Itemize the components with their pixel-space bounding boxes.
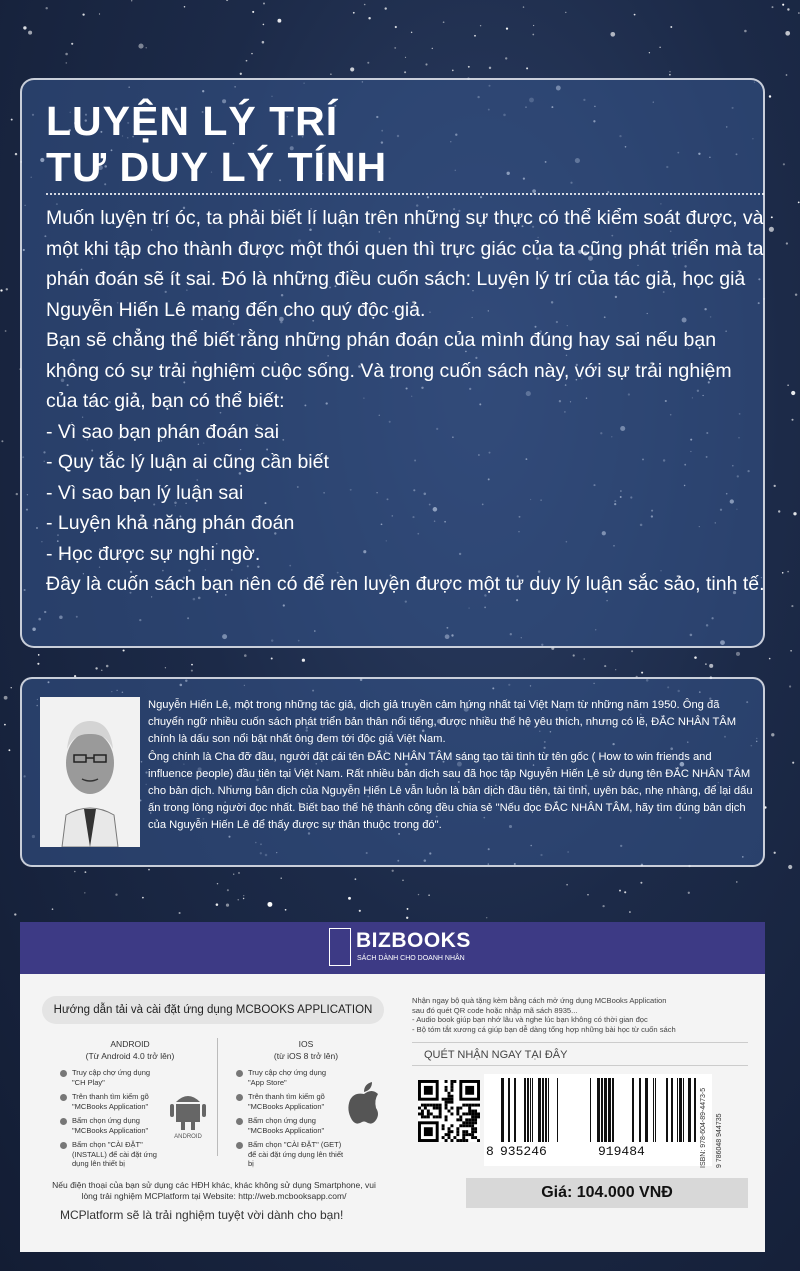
apple-icon	[344, 1080, 384, 1128]
android-step: Trên thanh tìm kiếm gõ "MCBooks Application"	[72, 1092, 149, 1111]
promo-text: Nhận ngay bộ quà tặng kèm bằng cách mở ứng dụng MCBooks Application sau đó quét QR code hoặc nhập mã sách 8935... - Audio book giúp bạn nhớ lâu và nghe lúc bạn không có thời gian đọc - Bộ tóm tắt xương cá giúp bạn dễ dàng tổng hợp những bài học từ cuốn sách	[412, 996, 676, 1034]
author-bio-paragraph: Nguyễn Hiến Lê, một trong những tác giả, dịch giả truyền cảm hứng nhất tại Việt Nam từ những năm 1950. Ông đã chuyển ngữ nhiều cuốn sách phát triển bản thân nổi tiếng, được nhiều thế hệ yêu thích, nhưng có lẽ, ĐẮC NHÂN TÂM chính là dấu son nổi bật nhất ông đem tới độc giả Việt Nam.	[148, 699, 737, 746]
barcode	[484, 1074, 712, 1144]
title-line-2: TƯ DUY LÝ TÍNH	[46, 144, 388, 190]
price-label: Giá: 104.000 VNĐ	[466, 1178, 748, 1208]
barcode-digits-right: 919484	[598, 1144, 645, 1159]
step-number-icon	[236, 1118, 243, 1125]
description-paragraph: Muốn luyện trí óc, ta phải biết lí luận trên những sự thực có thể kiểm soát được, và một khi tập cho thành được một thói quen thì trực giác của ta cũng phát triển mà ta phán đoán sẽ ít sai. Đó là những điều cuốn sách: Luyện lý trí của tác giả, học giả Nguyễn Hiến Lê mang đến cho quý độc giả.	[46, 207, 764, 321]
step-number-icon	[60, 1094, 67, 1101]
android-title: ANDROID (Từ Android 4.0 trở lên)	[85, 1039, 175, 1061]
barcode-digits-left: 935246	[500, 1144, 547, 1159]
bullet-item: - Vì sao bạn lý luận sai	[46, 481, 244, 504]
android-icon	[168, 1088, 208, 1132]
column-divider	[217, 1038, 218, 1156]
qr-code	[418, 1080, 480, 1142]
author-bio-paragraph: Ông chính là Cha đỡ đầu, người đặt cái tên ĐẮC NHÂN TÂM sáng tạo tài tình từ tên gốc ( How to win friends and influence people) đầu tiên tại Việt Nam. Rất nhiều bản dịch sau đã học tập Nguyễn Hiến Lê sử dụng tên ĐẮC NHÂN TÂM cho bản dịch. Nhưng bản dịch của Nguyễn Hiến Lê vẫn luôn là bản dịch đầu tiên, tài tình, uyên bác, nhẹ nhàng, để lại dấu ấn trong lòng người đọc nhất. Biết bao thế hệ thành công đều chia sẻ "Nếu đọc ĐẮC NHÂN TÂM, hãy tìm đúng bản dịch của Nguyễn Hiến Lê để thấy được sự thân thuộc trong đó".	[148, 750, 753, 832]
guide-title: Hướng dẫn tải và cài đặt ứng dụng MCBOOKS APPLICATION	[42, 996, 384, 1024]
step-number-icon	[236, 1070, 243, 1077]
bullet-item: - Quy tắc lý luận ai cũng cần biết	[46, 451, 329, 473]
ios-step: Bấm chọn "CÀI ĐẶT" (GET) để cài đặt ứng dụng lên thiết bị	[248, 1140, 344, 1168]
isbn-digits: 9 786048 944735	[716, 1113, 723, 1168]
bullet-item: - Học được sự nghi ngờ.	[46, 542, 261, 565]
android-label: ANDROID	[174, 1134, 202, 1140]
ios-step: Truy cập chợ ứng dụng "App Store"	[248, 1068, 327, 1087]
description-paragraph: Bạn sẽ chẳng thể biết rằng những phán đoán của mình đúng hay sai nếu bạn không có sự trải nghiệm cuộc sống. Và trong cuốn sách này, với sự trải nghiệm của tác giả, bạn có thể biết:	[46, 329, 732, 412]
bizbooks-logo-icon	[329, 928, 351, 966]
android-step: Truy cập chợ ứng dụng "CH Play"	[72, 1068, 151, 1087]
ios-step: Trên thanh tìm kiếm gõ "MCBooks Application"	[248, 1092, 325, 1111]
title-line-1: LUYỆN LÝ TRÍ	[46, 98, 339, 144]
publisher-logo: BIZBOOKS	[356, 929, 471, 952]
publisher-tagline: SÁCH DÀNH CHO DOANH NHÂN	[357, 955, 465, 962]
description-text	[46, 203, 766, 600]
author-photo	[40, 697, 140, 847]
android-step: Bấm chọn "CÀI ĐẶT" (INSTALL) để cài đặt ứng dụng lên thiết bị	[72, 1140, 157, 1168]
bullet-item: - Luyện khả năng phán đoán	[46, 512, 295, 534]
step-number-icon	[60, 1070, 67, 1077]
platform-slogan: MCPlatform sẽ là trải nghiệm tuyệt vời dành cho bạn!	[60, 1208, 344, 1222]
author-bio	[148, 697, 753, 835]
step-number-icon	[236, 1142, 243, 1149]
barcode-digit-lead: 8	[486, 1144, 494, 1159]
step-number-icon	[236, 1094, 243, 1101]
description-paragraph: Đây là cuốn sách bạn nên có để rèn luyện được một tư duy lý luận sắc sảo, tinh tế.	[46, 573, 765, 595]
step-number-icon	[60, 1118, 67, 1125]
step-number-icon	[60, 1142, 67, 1149]
android-step: Bấm chọn ứng dụng "MCBooks Application"	[72, 1116, 149, 1135]
bullet-item: - Vì sao bạn phán đoán sai	[46, 420, 280, 443]
ios-title: IOS (từ iOS 8 trở lên)	[273, 1039, 339, 1061]
scan-label: QUÉT NHẬN NGAY TẠI ĐÂY	[412, 1042, 748, 1066]
ios-step: Bấm chọn ứng dụng "MCBooks Application"	[248, 1116, 325, 1135]
dotted-divider	[46, 193, 764, 195]
isbn-text: ISBN: 978-604-89-4473-5	[700, 1087, 707, 1168]
platform-note: Nếu điện thoại của bạn sử dụng các HĐH khác, khác không sử dụng Smartphone, vui lòng trải nghiệm MCPlatform tại Website: http://web.mcbooksapp.com/	[52, 1180, 376, 1201]
